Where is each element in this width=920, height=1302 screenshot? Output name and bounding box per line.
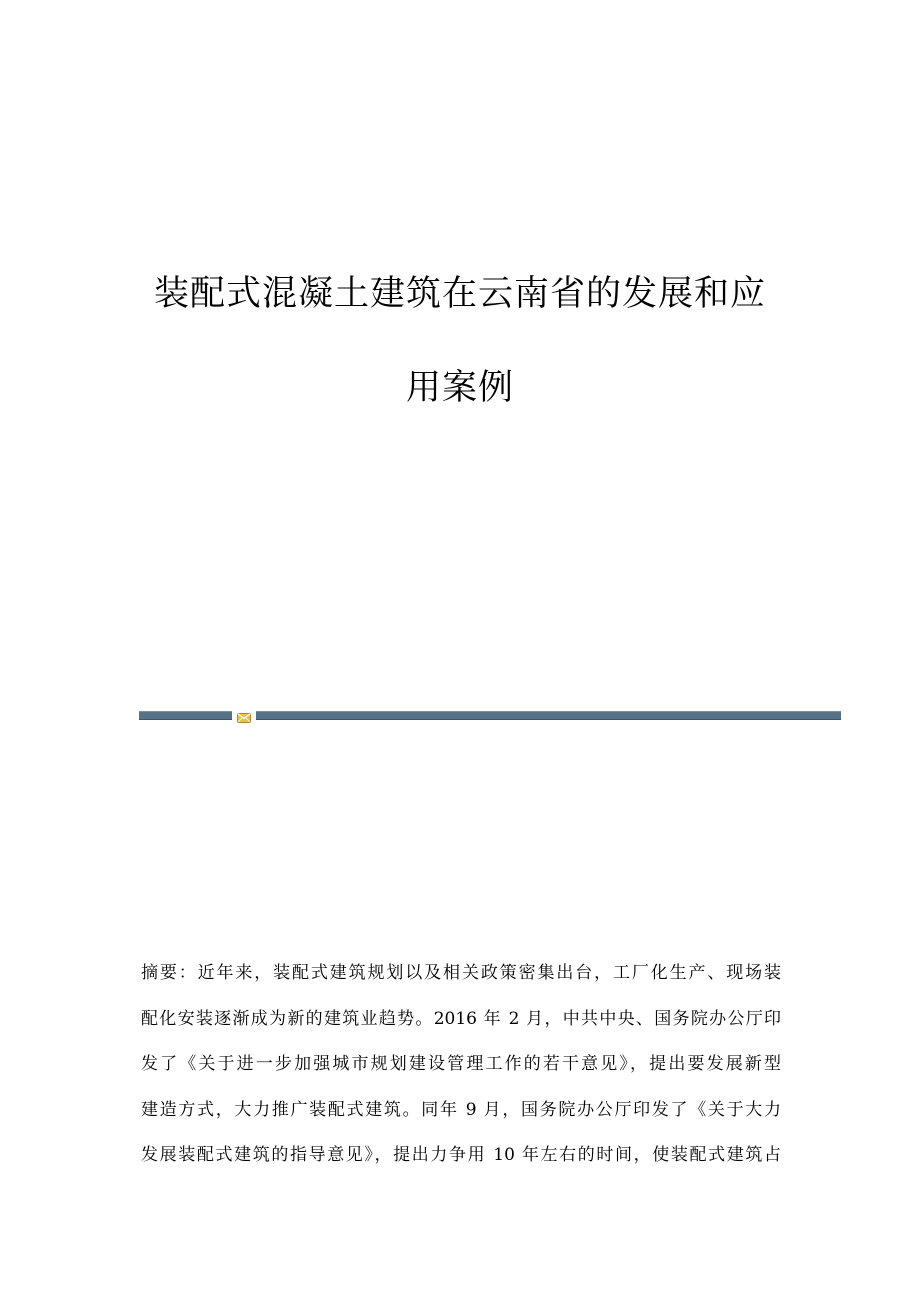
divider-bar-right bbox=[256, 711, 841, 720]
abstract-paragraph bbox=[141, 951, 781, 1179]
divider-bar-left bbox=[139, 711, 232, 720]
envelope-ornament-icon bbox=[237, 709, 251, 721]
abstract-line-3: 发了《关于进一步加强城市规划建设管理工作的若干意见》，提出要发展新型 bbox=[141, 1054, 781, 1074]
title-divider bbox=[139, 711, 841, 720]
document-title-line-1: 装配式混凝土建筑在云南省的发展和应 bbox=[153, 274, 766, 314]
document-title-line-2: 用案例 bbox=[405, 368, 514, 408]
abstract-line-1: 摘要：近年来，装配式建筑规划以及相关政策密集出台，工厂化生产、现场装 bbox=[141, 963, 781, 983]
abstract-line-2: 配化安装逐渐成为新的建筑业趋势。2016 年 2 月，中共中央、国务院办公厅印 bbox=[141, 1008, 781, 1029]
abstract-line-5: 发展装配式建筑的指导意见》，提出力争用 10 年左右的时间，使装配式建筑占 bbox=[141, 1145, 781, 1165]
abstract-line-4: 建造方式，大力推广装配式建筑。同年 9 月，国务院办公厅印发了《关于大力 bbox=[141, 1099, 781, 1120]
